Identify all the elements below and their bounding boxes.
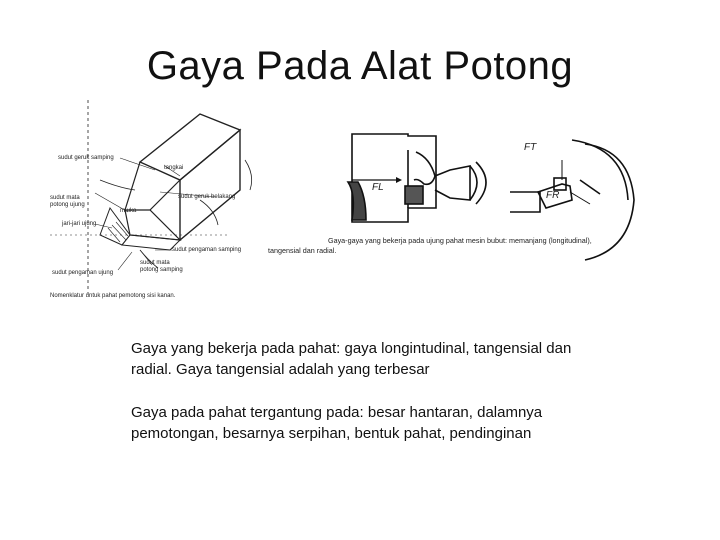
- label-potong-samping: potong samping: [140, 267, 183, 273]
- label-tangkai: tangkai: [164, 165, 184, 171]
- lathe-forces-labels: [268, 142, 592, 255]
- left-figure-caption: Nomenklatur untuk pahat pemotong sisi kanan.: [50, 293, 176, 299]
- right-figure-caption-line2: tangensial dan radial.: [268, 246, 337, 255]
- figure-area: [40, 100, 700, 310]
- label-muka: m uka: [120, 208, 137, 214]
- right-figure-caption-line1: Gaya-gaya yang bekerja pada ujung pahat mesin bubut: memanjang (longitudinal),: [328, 236, 592, 245]
- label-fl: FL: [372, 182, 384, 193]
- body-paragraph-factors: Gaya pada pahat tergantung pada: besar hantaran, dalamnya pemotongan, besarnya serpihan, bentuk pahat, pendinginan: [131, 404, 543, 442]
- tool-nomenclature-labels: [50, 155, 241, 299]
- label-ft: FT: [524, 142, 537, 153]
- label-potong-ujung: potong ujung: [50, 202, 85, 208]
- label-sudut-geruk-samping: sudut geruk samping: [58, 155, 114, 161]
- label-sudut-mata-samping-1: sudut mata: [140, 260, 170, 266]
- cutting-tool-diagrams: [40, 100, 700, 310]
- label-fr: FR: [546, 190, 560, 201]
- label-jari-jari-ujung: jari-jari ujung: [62, 221, 97, 227]
- label-sudut-mata-1: sudut mata: [50, 195, 80, 201]
- label-sudut-pengaman-samping: sudut pengaman samping: [172, 247, 242, 253]
- slide-title: Gaya Pada Alat Potong: [146, 44, 574, 88]
- label-sudut-geruk-belakang: sudut geruk belakang: [178, 194, 236, 200]
- label-sudut-pengaman-ujung: sudut pengaman ujung: [52, 270, 114, 276]
- body-paragraph-forces: Gaya yang bekerja pada pahat: gaya longintudinal, tangensial dan radial. Gaya tangensial adalah yang terbesar: [131, 340, 572, 378]
